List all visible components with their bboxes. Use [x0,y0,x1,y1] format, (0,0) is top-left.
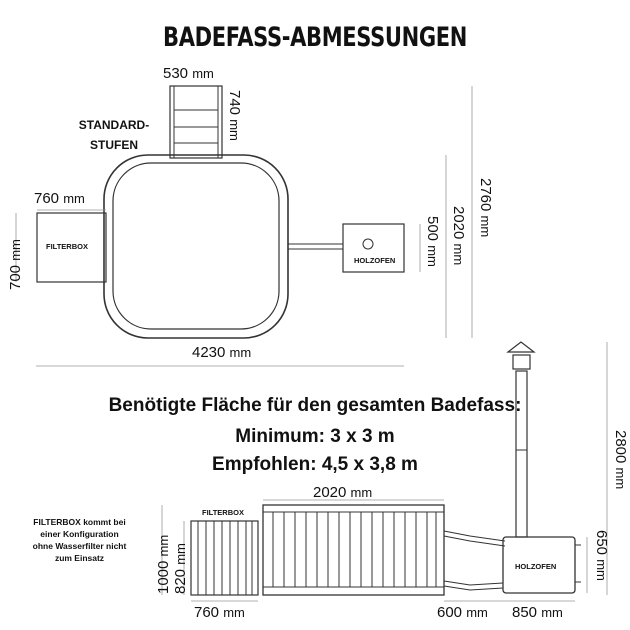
tub-side-view [263,505,444,595]
tub-height-dimension [155,535,172,594]
filterbox-side-width-value: 760 [194,604,220,621]
pipe-length-value: 600 [437,604,463,621]
steps-label-line1: STANDARD- [78,118,150,132]
filterbox-side-width-unit: mm [223,605,245,620]
steps-top-view [170,86,222,158]
chimney-height-value: 2800 [612,430,629,464]
steps-depth-unit: mm [227,119,242,141]
tub-height-value: 1000 [155,560,172,594]
filterbox-width-value: 760 [34,190,60,207]
filterbox-depth-unit: mm [8,239,23,261]
page-title: BADEFASS-ABMESSUNGEN [163,22,467,53]
total-width-dimension [192,344,251,361]
total-width-unit: mm [229,345,252,360]
tub-length-unit: mm [350,485,373,500]
total-depth-value: 2760 [477,178,494,212]
tub-depth-value: 2020 [450,206,467,240]
filterbox-depth-value: 700 [7,264,24,290]
holzofen-depth-unit: mm [425,245,440,267]
tub-depth-unit: mm [451,243,466,266]
filterbox-side-width-dimension [194,604,245,621]
chimney-height-dimension [612,430,629,489]
steps-width-dimension [163,65,214,82]
tub-depth-dimension [450,206,467,265]
steps-label-line2: STUFEN [90,138,138,152]
filterbox-side-label: FILTERBOX [202,508,244,517]
filterbox-height-value: 820 [172,568,189,594]
steps-label [64,115,164,155]
steps-width-value: 530 [163,65,189,82]
pipe-length-unit: mm [466,605,488,620]
tub-height-unit: mm [156,534,171,557]
holzofen-width-unit: mm [541,605,563,620]
filterbox-depth-dimension [7,239,24,290]
filterbox-note-line2: einer Konfiguration [40,529,119,539]
filterbox-height-unit: mm [173,543,188,565]
filterbox-note-line4: zum Einsatz [54,553,105,563]
chimney-top-view [363,239,373,249]
filterbox-width-unit: mm [63,191,85,206]
holzofen-top-label: HOLZOFEN [354,256,396,265]
holzofen-depth-value: 500 [424,216,441,242]
filterbox-height-dimension [172,543,189,594]
tub-top-view-inner [113,163,279,329]
total-width-value: 4230 [192,344,226,361]
filterbox-top-label: FILTERBOX [46,242,88,251]
holzofen-width-value: 850 [512,604,538,621]
holzofen-height-unit: mm [594,559,609,581]
total-depth-unit: mm [478,215,493,238]
holzofen-height-dimension [593,530,610,581]
tub-top-view-outer [104,155,288,338]
holzofen-depth-dimension [424,216,441,267]
filterbox-note-line3: ohne Wasserfilter nicht [32,541,127,551]
holzofen-height-value: 650 [593,530,610,556]
filterbox-side-view [191,521,258,595]
steps-width-unit: mm [192,66,214,81]
tub-length-dimension [313,484,372,501]
steps-depth-value: 740 [226,90,243,116]
filterbox-note [22,516,137,564]
chimney-height-unit: mm [613,467,628,490]
total-depth-dimension [477,178,494,237]
requirements-recommended: Empfohlen: 4,5 x 3,8 m [212,454,418,475]
pipe-length-dimension [437,604,488,621]
requirements-heading: Benötigte Fläche für den gesamten Badefass: [108,395,522,416]
steps-depth-dimension [226,90,243,141]
tub-length-value: 2020 [313,484,347,501]
filterbox-width-dimension [34,190,85,207]
holzofen-width-dimension [512,604,563,621]
filterbox-note-line1: FILTERBOX kommt bei [33,517,126,527]
requirements-minimum: Minimum: 3 x 3 m [235,426,395,447]
holzofen-side-label: HOLZOFEN [515,562,557,571]
